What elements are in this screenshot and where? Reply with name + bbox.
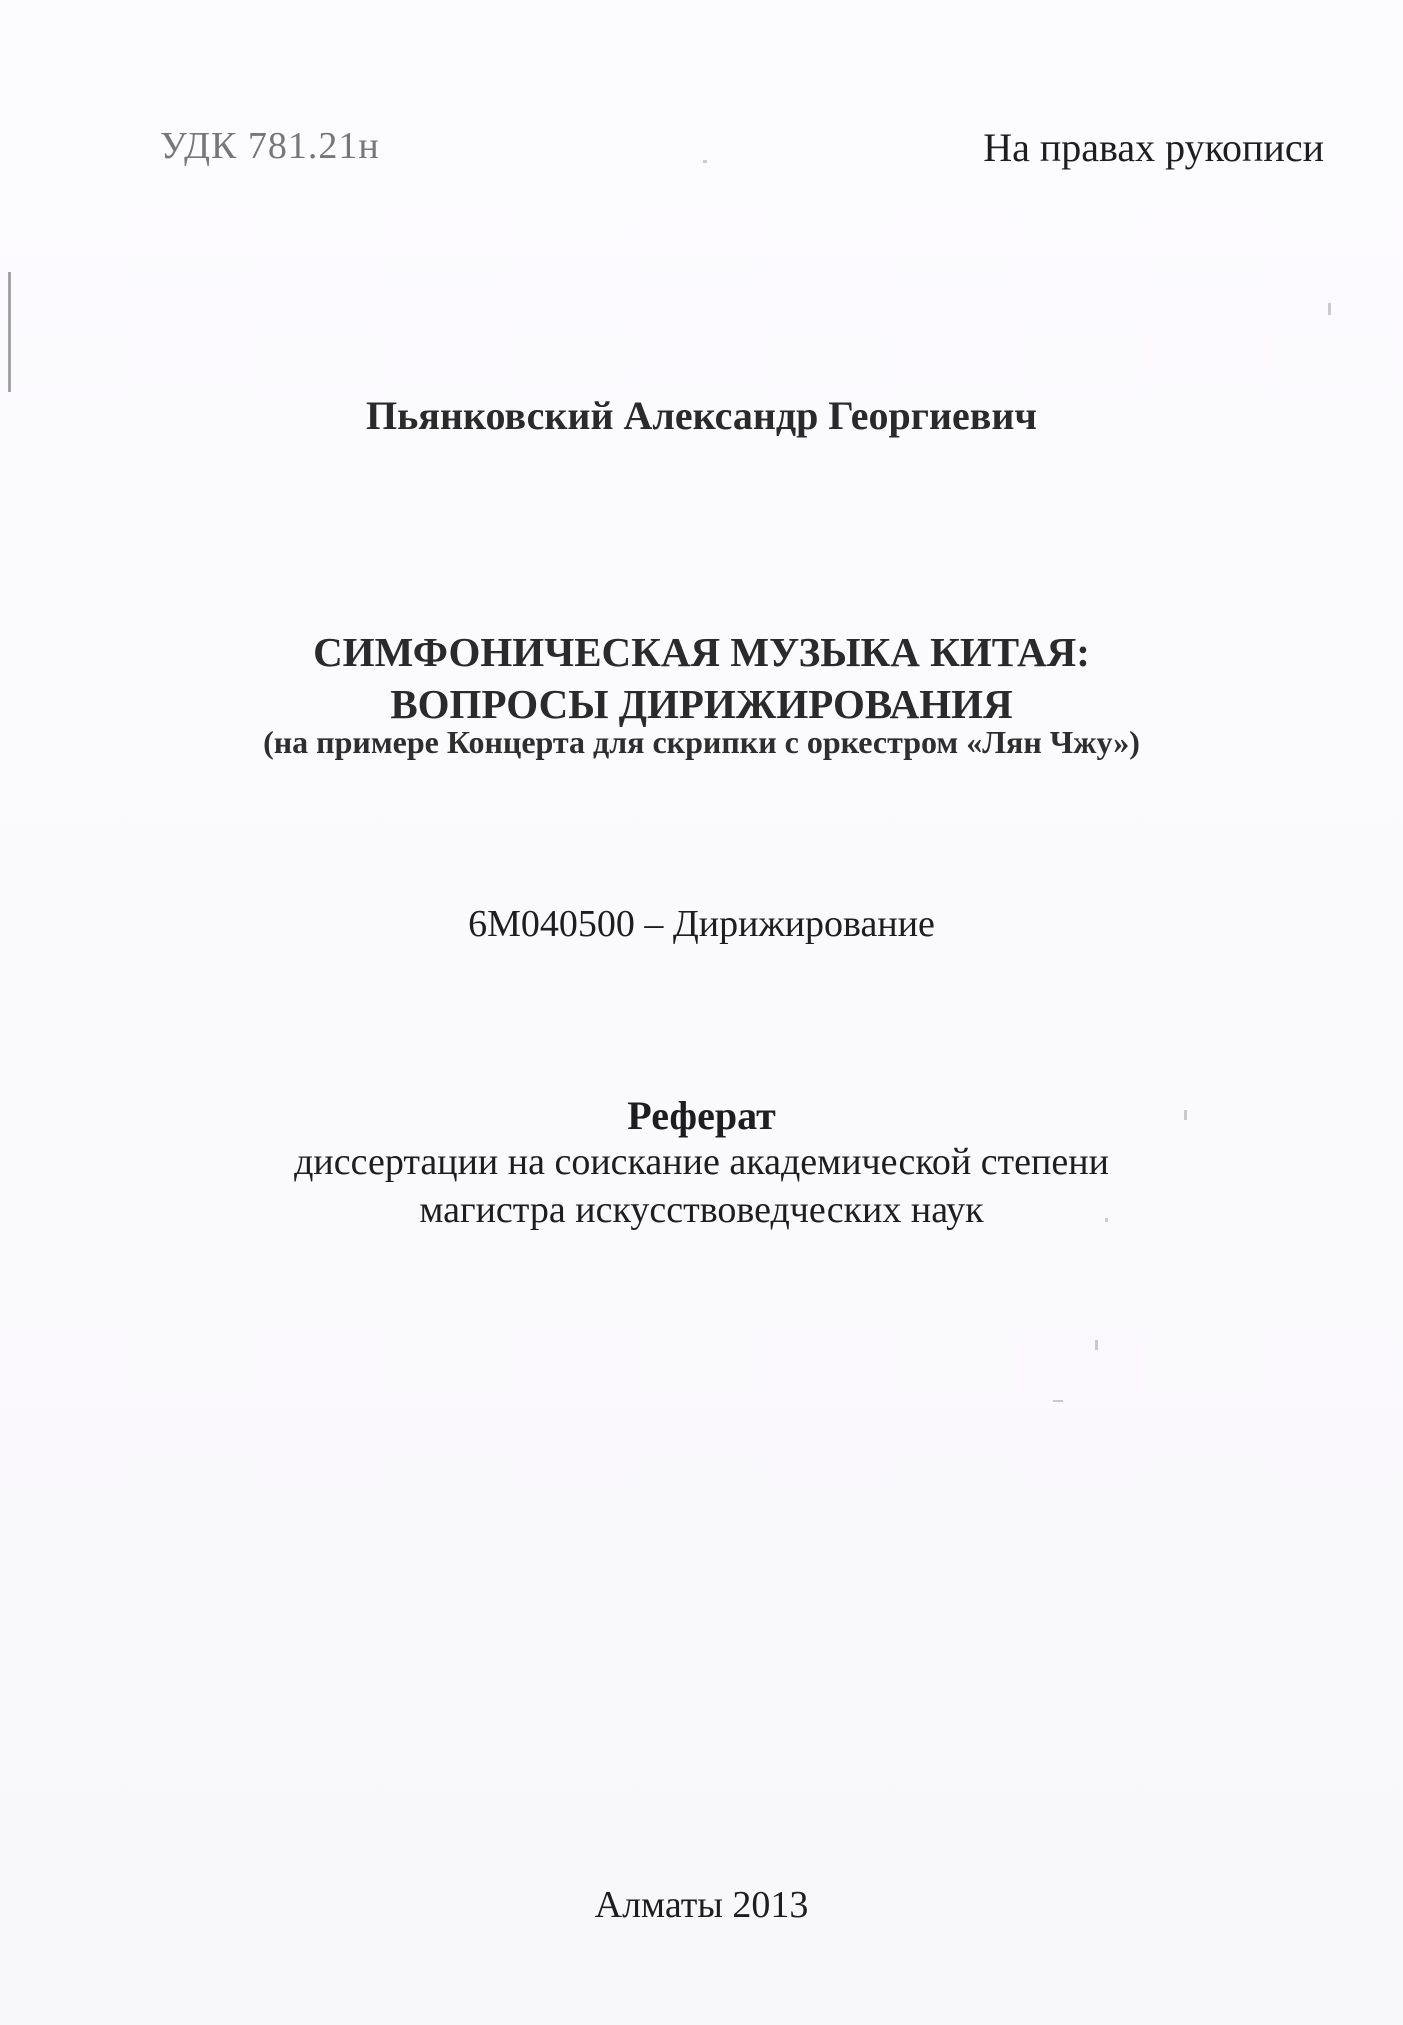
scan-speck — [1095, 1340, 1098, 1350]
udk-code: УДК 781.21н — [160, 125, 380, 167]
title-line-2: ВОПРОСЫ ДИРИЖИРОВАНИЯ — [390, 681, 1013, 727]
scan-speck — [1053, 1400, 1063, 1402]
dissertation-title — [0, 626, 1403, 730]
specialty-code: 6М040500 – Дирижирование — [468, 903, 935, 945]
abstract-heading: Реферат — [627, 1093, 776, 1138]
scan-speck — [703, 160, 707, 163]
scan-speck — [1105, 1218, 1108, 1222]
scan-speck — [1328, 303, 1331, 315]
city-year: Алматы 2013 — [594, 1884, 809, 1926]
author-name: Пьянковский Александр Георгиевич — [366, 393, 1037, 438]
abstract-description — [0, 1138, 1403, 1234]
abstract-line-2: магистра искусствоведческих наук — [419, 1189, 984, 1231]
dissertation-subtitle: (на примере Концерта для скрипки с оркестром «Лян Чжу») — [263, 724, 1140, 760]
abstract-line-1: диссертации на соискание академической степени — [294, 1141, 1109, 1183]
scan-speck — [1184, 1110, 1187, 1120]
title-line-1: СИМФОНИЧЕСКАЯ МУЗЫКА КИТАЯ: — [313, 629, 1090, 675]
rights-notice: На правах рукописи — [983, 125, 1324, 170]
binding-mark — [8, 272, 11, 392]
